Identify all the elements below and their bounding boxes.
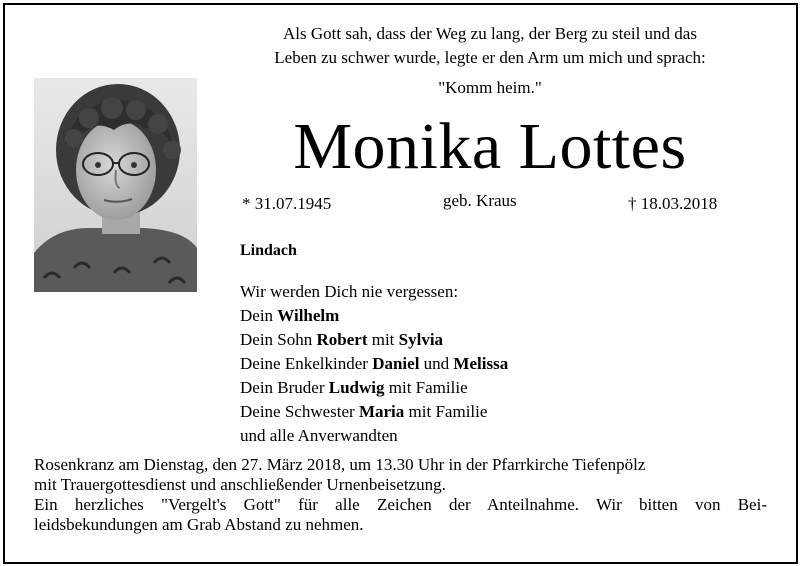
mourner-name: Maria <box>358 402 405 421</box>
mourner-line <box>240 400 508 424</box>
mourner-name: Wilhelm <box>277 306 340 325</box>
mourner-name: Ludwig <box>328 378 385 397</box>
mourners-intro: Wir werden Dich nie vergessen: <box>240 282 459 301</box>
deceased-name: Monika Lottes <box>293 110 687 183</box>
mourners-closing: und alle Anverwandten <box>240 426 398 445</box>
mourner-suffix: mit Familie <box>404 402 488 421</box>
poem-line-1: Als Gott sah, dass der Weg zu lang, der Berg zu steil und das <box>283 24 697 43</box>
poem <box>200 22 780 70</box>
mourners-list <box>240 280 508 448</box>
mourner-connector: mit <box>367 330 399 349</box>
mourner-suffix: mit Familie <box>384 378 468 397</box>
mourner-relation: Dein <box>240 306 278 325</box>
mourner-relation: Deine Enkelkinder <box>240 354 373 373</box>
mourner-name: Robert <box>316 330 368 349</box>
birth-date: * 31.07.1945 <box>242 194 332 213</box>
quote: "Komm heim." <box>438 78 542 97</box>
mourner-name: Melissa <box>453 354 509 373</box>
mourner-line <box>240 328 508 352</box>
death-date: † 18.03.2018 <box>628 194 718 213</box>
notice-line-4: leidsbekundungen am Grab Abstand zu nehmen. <box>34 515 364 534</box>
place-of-residence: Lindach <box>240 242 297 259</box>
mourner-connector: und <box>419 354 454 373</box>
mourner-relation: Dein Bruder <box>240 378 329 397</box>
mourner-line <box>240 352 508 376</box>
notice-line-1: Rosenkranz am Dienstag, den 27. März 2018, um 13.30 Uhr in der Pfarrkirche Tiefenpölz <box>34 455 646 474</box>
mourner-name: Sylvia <box>398 330 444 349</box>
mourner-line <box>240 376 508 400</box>
mourner-line <box>240 304 508 328</box>
notice-line-3: Ein herzliches "Vergelt's Gott" für alle Zeichen der Anteilnahme. Wir bitten von Bei- <box>34 495 767 514</box>
service-notice <box>34 455 767 535</box>
maiden-name: geb. Kraus <box>443 191 517 210</box>
mourner-relation: Dein Sohn <box>240 330 317 349</box>
poem-line-2: Leben zu schwer wurde, legte er den Arm um mich und sprach: <box>274 48 706 67</box>
notice-line-2: mit Trauergottesdienst und anschließender Urnenbeisetzung. <box>34 475 446 494</box>
mourner-relation: Deine Schwester <box>240 402 359 421</box>
mourner-name: Daniel <box>372 354 420 373</box>
